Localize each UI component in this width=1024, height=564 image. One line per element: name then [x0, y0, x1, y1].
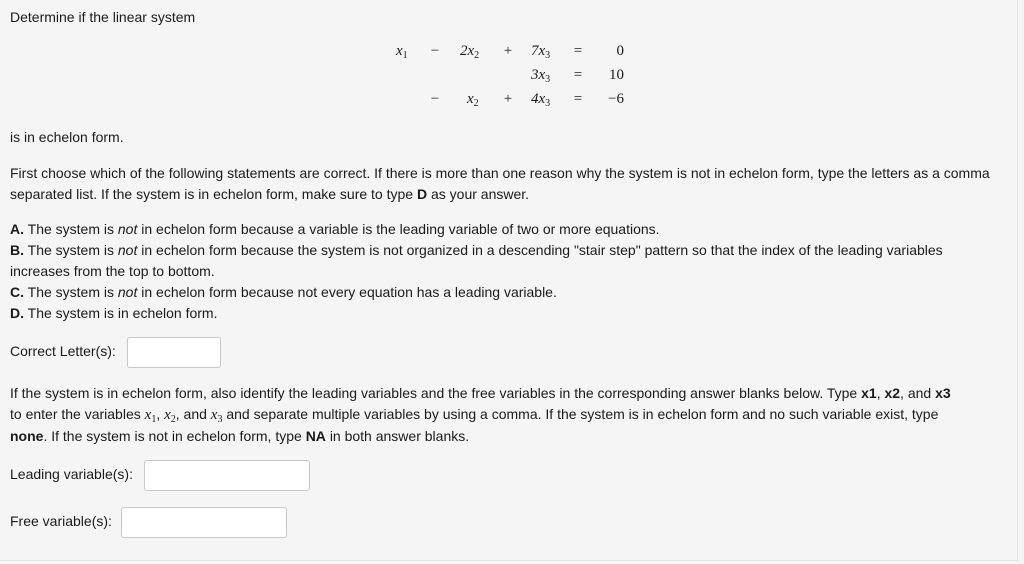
correct-letters-input[interactable]	[127, 337, 221, 368]
row3-term3: $4x_3$	[531, 91, 551, 109]
option-b: B. The system is not in echelon form because the system is not organized in a descending "stair step" pattern so that the index of the leading variables increases from the top to bottom.	[10, 242, 943, 279]
options-list	[10, 219, 1010, 324]
row1-op2: +	[503, 43, 513, 59]
row1-term1: $x_1$	[396, 43, 408, 61]
row3-op1: −	[430, 91, 440, 107]
free-variables-input[interactable]	[121, 507, 287, 538]
row1-op1: −	[430, 43, 440, 59]
intro-text: Determine if the linear system	[10, 9, 196, 25]
row1-equals: =	[573, 43, 583, 59]
row1-term2: $2x_2$	[460, 43, 480, 61]
correct-letters-label: Correct Letter(s):	[10, 343, 116, 359]
row2-term3: $3x_3$	[531, 67, 551, 85]
option-c: C. The system is not in echelon form because not every equation has a leading variable.	[10, 284, 557, 300]
row3-op2: +	[503, 91, 513, 107]
free-variables-label: Free variable(s):	[10, 513, 112, 529]
row3-rhs: −6	[608, 91, 624, 107]
option-d: D. The system is in echelon form.	[10, 305, 218, 321]
row1-term3: $7x_3$	[531, 43, 551, 61]
second-instructions-paragraph: If the system is in echelon form, also identify the leading variables and the free variables in the corresponding answer blanks below. Type x1, x2, and x3 to enter the variables $x_1$, $x_2$, and $x_3$ and separate multiple variables by using a comma. If the system is in echelon form and no such variable exist, type none. If the system is not in echelon form, type NA in both answer blanks.	[10, 385, 951, 444]
option-a: A. The system is not in echelon form because a variable is the leading variable of two or more equations.	[10, 221, 660, 237]
row3-term2: $x_2$	[467, 91, 479, 109]
leading-variables-input[interactable]	[144, 460, 310, 491]
row1-rhs: 0	[616, 43, 624, 59]
instructions-paragraph: First choose which of the following statements are correct. If there is more than one reason why the system is not in echelon form, type the letters as a comma separated list. If the system is in echelon form, make sure to type D as your answer.	[10, 165, 990, 202]
row2-rhs: 10	[609, 67, 624, 83]
row2-equals: =	[573, 67, 583, 83]
echelon-form-text: is in echelon form.	[10, 129, 124, 145]
row3-equals: =	[573, 91, 583, 107]
leading-variables-label: Leading variable(s):	[10, 466, 133, 482]
